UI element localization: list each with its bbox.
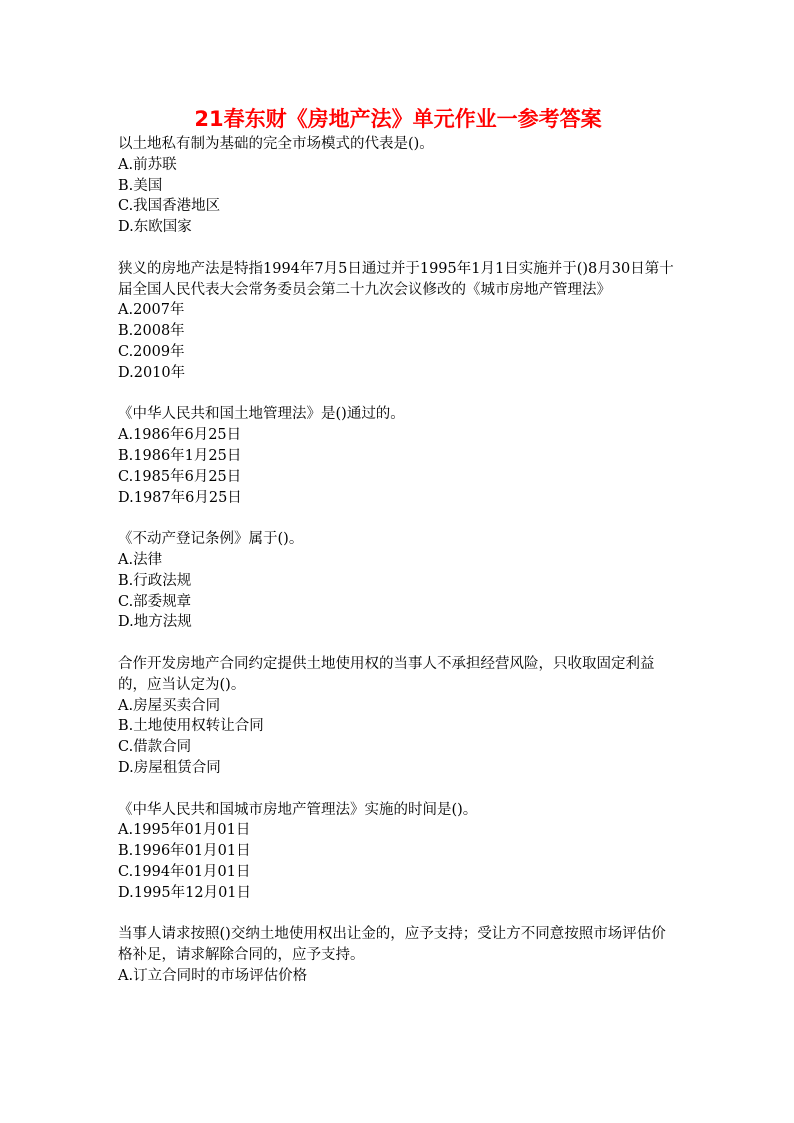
answer-option: A.2007年 (118, 302, 185, 319)
answer-option: D.2010年 (118, 364, 186, 381)
question-stem: 当事人请求按照()交纳土地使用权出让金的，应予支持；受让方不同意按照市场评估价格补足，请求解除合同的，应予支持。 (118, 926, 666, 964)
answer-option: A.法律 (118, 551, 163, 568)
question-stem: 《不动产登记条例》属于()。 (118, 531, 304, 548)
question-list (118, 134, 678, 987)
answer-option: B.1996年01月01日 (118, 843, 251, 860)
answer-option: A.1986年6月25日 (118, 427, 242, 444)
question-block (118, 654, 678, 779)
document-page (118, 104, 678, 1007)
question-block (118, 529, 678, 633)
answer-option: A.订立合同时的市场评估价格 (118, 967, 308, 984)
answer-option: C.借款合同 (118, 739, 192, 756)
answer-option: D.东欧国家 (118, 219, 192, 236)
question-stem: 合作开发房地产合同约定提供土地使用权的当事人不承担经营风险，只收取固定利益的，应当认定为()。 (118, 655, 655, 693)
answer-option: D.1995年12月01日 (118, 884, 252, 901)
answer-option: A.前苏联 (118, 156, 177, 173)
answer-option: B.2008年 (118, 323, 185, 340)
answer-option: D.1987年6月25日 (118, 489, 242, 506)
question-block (118, 259, 678, 384)
answer-option: C.2009年 (118, 343, 185, 360)
answer-option: B.1986年1月25日 (118, 447, 242, 464)
question-stem: 《中华人民共和国土地管理法》是()通过的。 (118, 406, 405, 423)
answer-option: D.地方法规 (118, 614, 192, 631)
answer-option: D.房屋租赁合同 (118, 759, 221, 776)
answer-option: C.1985年6月25日 (118, 468, 242, 485)
question-stem: 《中华人民共和国城市房地产管理法》实施的时间是()。 (118, 801, 478, 818)
answer-option: B.行政法规 (118, 572, 192, 589)
document-title: 21春东财《房地产法》单元作业一参考答案 (194, 107, 602, 131)
answer-option: C.1994年01月01日 (118, 863, 251, 880)
answer-option: C.我国香港地区 (118, 198, 221, 215)
answer-option: C.部委规章 (118, 593, 192, 610)
question-block (118, 134, 678, 238)
question-block (118, 404, 678, 508)
answer-option: A.1995年01月01日 (118, 822, 251, 839)
answer-option: B.土地使用权转让合同 (118, 718, 264, 735)
answer-option: A.房屋买卖合同 (118, 697, 221, 714)
question-block (118, 924, 678, 986)
answer-option: B.美国 (118, 177, 163, 194)
question-block (118, 800, 678, 904)
question-stem: 狭义的房地产法是特指1994年7月5日通过并于1995年1月1日实施并于()8月30日第十届全国人民代表大会常务委员会第二十九次会议修改的《城市房地产管理法》 (118, 260, 674, 298)
question-stem: 以土地私有制为基础的完全市场模式的代表是()。 (118, 136, 434, 152)
